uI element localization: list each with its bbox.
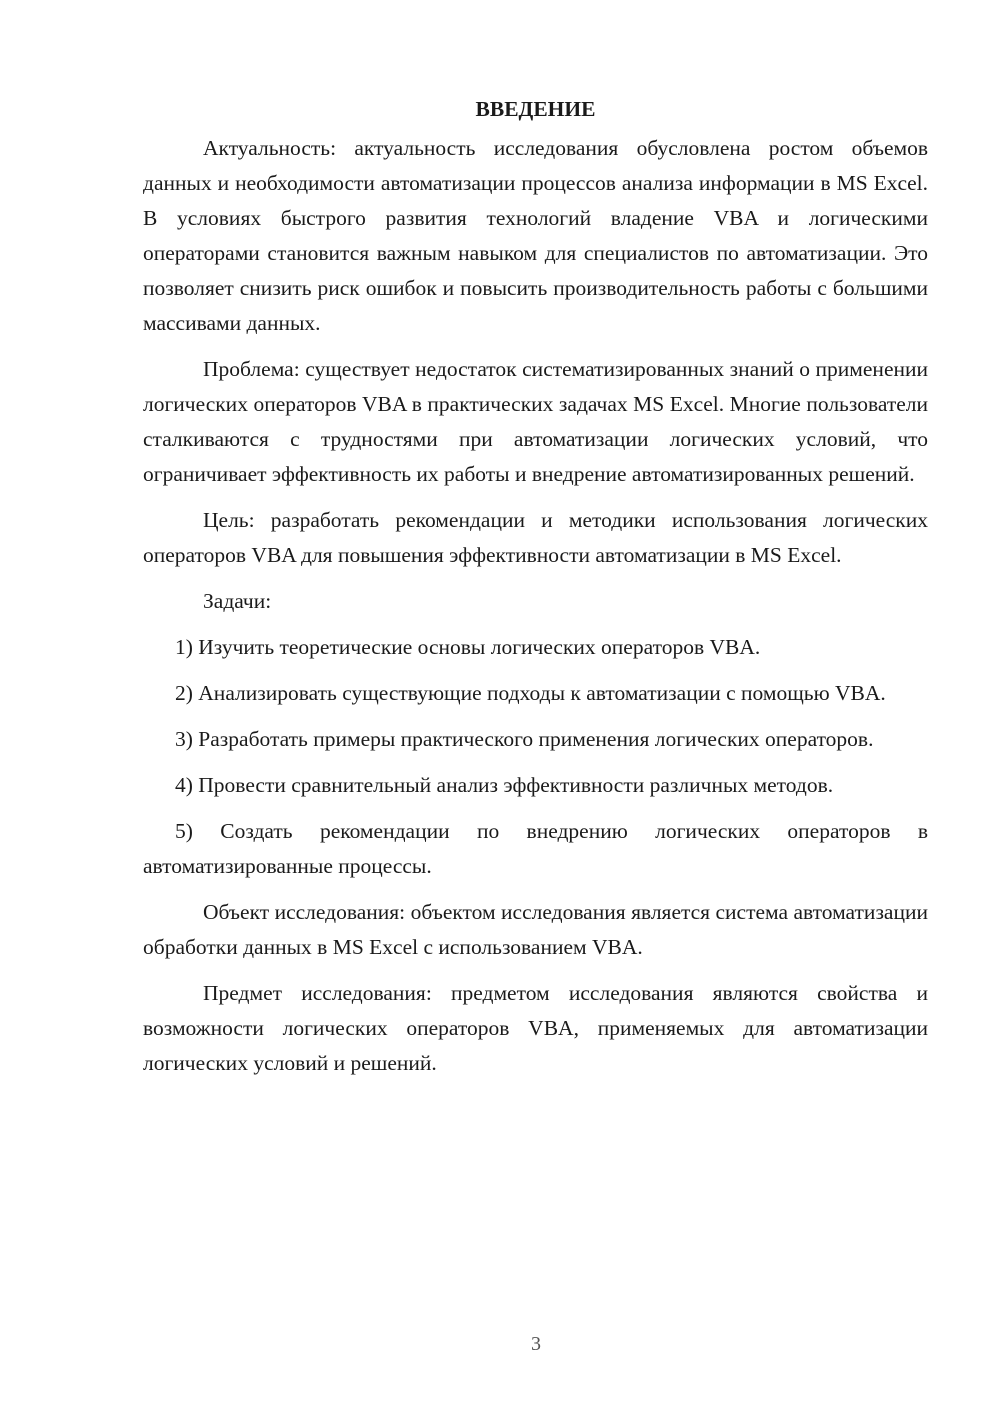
task-item-1: 1) Изучить теоретические основы логических операторов VBA.: [175, 635, 761, 659]
task-item-2: 2) Анализировать существующие подходы к автоматизации с помощью VBA.: [175, 681, 886, 705]
page-number: 3: [531, 1333, 541, 1355]
paragraph-problem: Проблема: существует недостаток систематизированных знаний о применении логических операторов VBA в практических задачах MS Excel. Многие пользователи сталкиваются с трудностями при автоматизации логических условий, что ограничивает эффективность их работы и внедрение автоматизированных решений.: [143, 357, 928, 486]
task-item-5: 5) Создать рекомендации по внедрению логических операторов в автоматизированные процессы.: [143, 819, 928, 878]
tasks-heading: Задачи:: [203, 589, 272, 613]
paragraph-goal: Цель: разработать рекомендации и методики использования логических операторов VBA для повышения эффективности автоматизации в MS Excel.: [143, 508, 928, 567]
paragraph-object: Объект исследования: объектом исследования является система автоматизации обработки данных в MS Excel с использованием VBA.: [143, 900, 928, 959]
task-item-3: 3) Разработать примеры практического применения логических операторов.: [175, 727, 874, 751]
task-item-4: 4) Провести сравнительный анализ эффективности различных методов.: [175, 773, 834, 797]
page-title: ВВЕДЕНИЕ: [475, 97, 596, 121]
paragraph-subject: Предмет исследования: предметом исследования являются свойства и возможности логических операторов VBA, применяемых для автоматизации логических условий и решений.: [143, 981, 928, 1075]
document-page: [143, 92, 928, 1092]
paragraph-relevance: Актуальность: актуальность исследования обусловлена ростом объемов данных и необходимости автоматизации процессов анализа информации в MS Excel. В условиях быстрого развития технологий владение VBA и логическими операторами становится важным навыком для специалистов по автоматизации. Это позволяет снизить риск ошибок и повысить производительность работы с большими массивами данных.: [143, 136, 928, 335]
